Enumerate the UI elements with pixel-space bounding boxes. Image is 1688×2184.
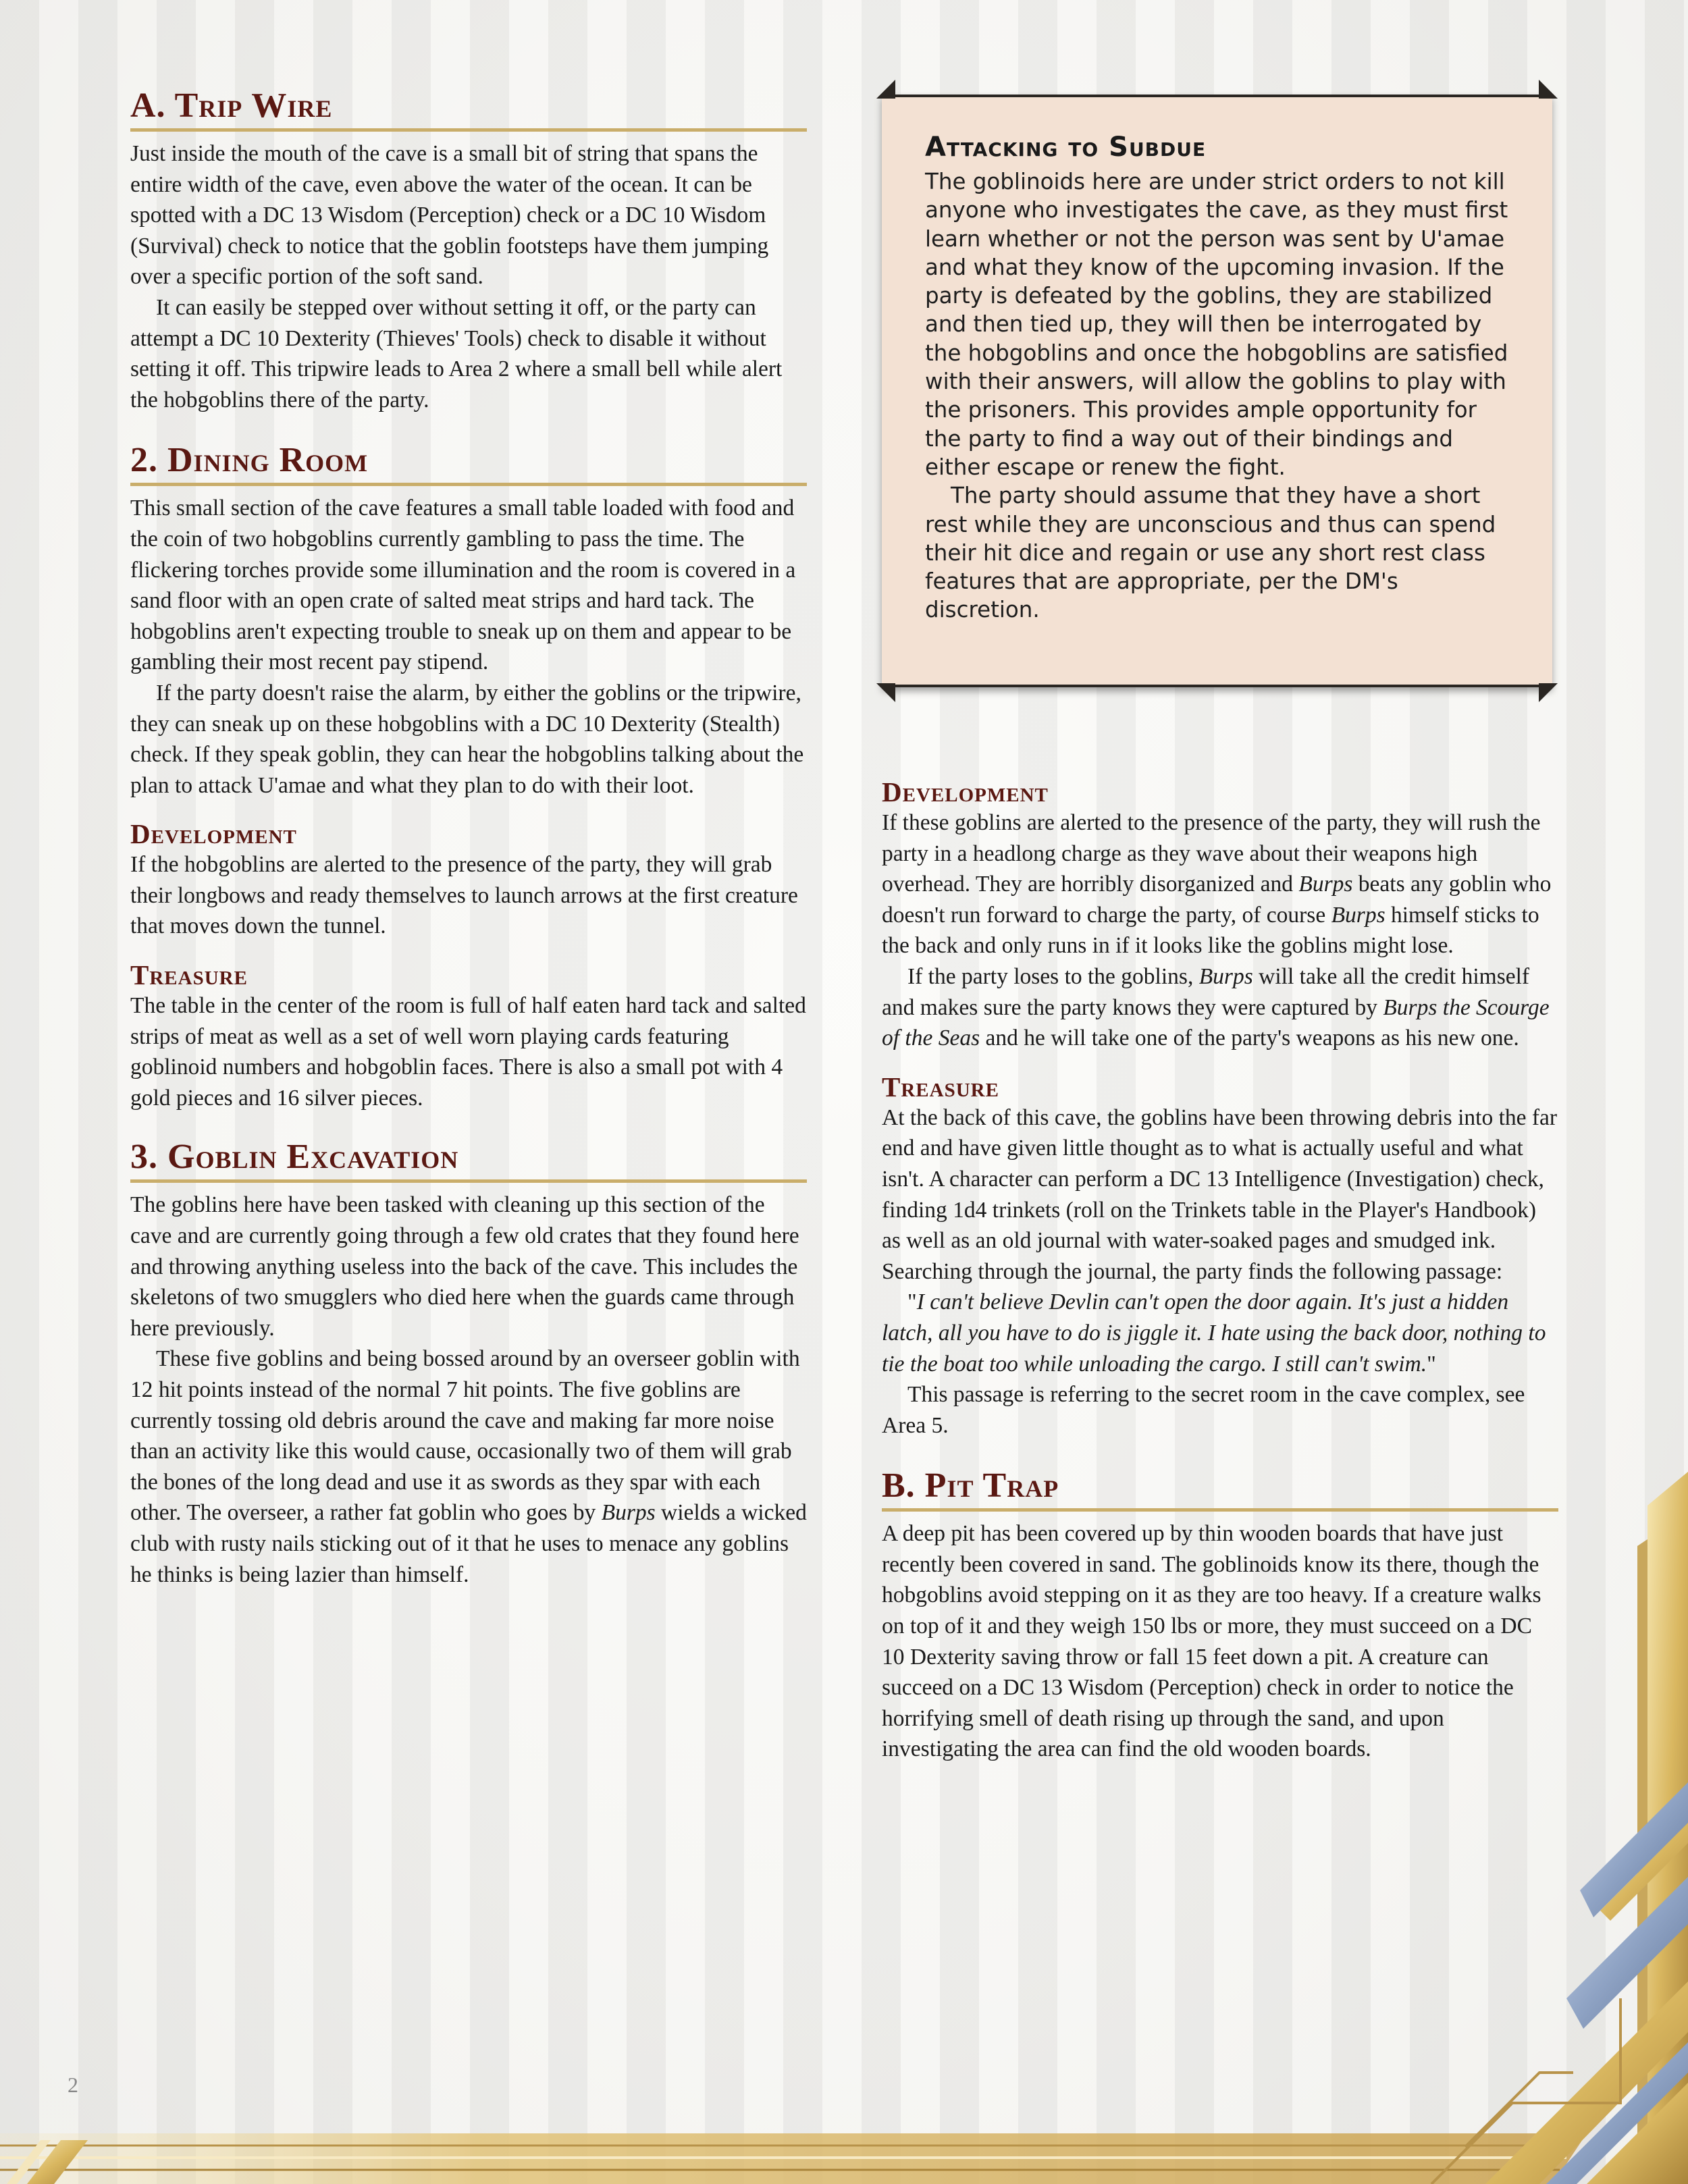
dining-room-development-text: If the hobgoblins are alerted to the presence of the party, they will grab their longbows and ready themselves to launch arrows at the first creature that moves down the tunnel. [130,852,798,939]
page-number: 2 [68,2073,78,2097]
dining-room-treasure-heading: Treasure [130,959,248,991]
excavation-treasure-heading: Treasure [882,1071,999,1102]
sidebar-note [882,95,1552,687]
note-corner-ornament [876,80,895,99]
excavation-treasure-paragraph: At the back of this cave, the goblins have been throwing debris into the far end and have given little thought as to what is actually useful and what isn't. A character can perform a DC 13 Intelligence (Investigation) check, finding 1d4 trinkets (roll on the Trinkets table in the Player's Handbook) as well as an old journal with water-soaked pages and smudged ink. Searching through the journal, the party finds the following passage: [882,1104,1558,1284]
note-paragraph-1: The goblinoids here are under strict orders to not kill anyone who investigates the cave, as they must first learn whether or not the person was sent by U'amae and what they know of the upcoming invasion. If the party is defeated by the goblins, they are stabilized and then tied up, they will then be interrogated by the hobgoblins and once the hobgoblins are satisfied with their answers, will allow the goblins to play with the prisoners. This provides ample opportunity for the party to find a way out of their bindings and either escape or renew the fight. [925,169,1508,480]
trip-wire-paragraph-1: Just inside the mouth of the cave is a small bit of string that spans the entire width of the cave, even above the water of the ocean. It can be spotted with a DC 13 Wisdom (Perception) check or a DC 10 Wisdom (Survival) check to notice that the goblin footsteps have them jumping over a specific portion of the soft sand. [130,141,769,290]
dining-room-paragraph-1: This small section of the cave features a small table loaded with food and the coin of two hobgoblins currently gambling to pass the time. The flickering torches provide some illumination and the room is covered in a sand floor with an open crate of salted meat strips and hard tack. The hobgoblins aren't expecting trouble to sneak up on them and appear to be gambling their most recent pay stipend. [130,496,796,675]
excavation-development-paragraph-2: If the party loses to the goblins, Burps will take all the credit himself and makes sure the party knows they were captured by Burps the Scourge of the Seas and he will take one of the party's weapons as his new one. [882,963,1550,1051]
goblin-excavation-paragraph-1: The goblins here have been tasked with cleaning up this section of the cave and are currently going through a few old crates that they found here and throwing anything useless into the back of the cave. This includes the skeletons of two smugglers who died here when the guards came through here previously. [130,1192,799,1341]
left-column [130,86,807,1590]
excavation-treasure-closing: This passage is referring to the secret room in the cave complex, see Area 5. [882,1382,1525,1438]
goblin-excavation-paragraph-2: These five goblins and being bossed around by an overseer goblin with 12 hit points instead of the normal 7 hit points. The five goblins are currently tossing old debris around the cave and making far more noise than an activity like this would cause, occasionally two of them will grab the bones of the long dead and use it as swords as they spar with each other. The overseer, a rather fat goblin who goes by Burps wields a wicked club with rusty nails sticking out of it that he uses to menace any goblins he thinks is being lazier than himself. [130,1346,807,1587]
section-title-goblin-excavation: 3. Goblin Excavation [130,1138,807,1183]
dining-room-paragraph-2: If the party doesn't raise the alarm, by either the goblins or the tripwire, they can sneak up on these hobgoblins with a DC 10 Dexterity (Stealth) check. If they speak goblin, they can hear the hobgoblins talking about the plan to attack U'amae and what they plan to do with their loot. [130,680,804,798]
pit-trap-paragraph: A deep pit has been covered up by thin wooden boards that have just recently been covered in sand. The goblinoids know its there, though the hobgoblins avoid stepping on it as they are too heavy. If a creature walks on top of it and they weigh 150 lbs or more, they must succeed on a DC 10 Dexterity saving throw or fall 15 feet down a pit. A creature can succeed on a DC 13 Wisdom (Perception) check in order to notice the horrifying smell of death rising up through the sand, and upon investigating the area can find the old wooden boards. [882,1521,1541,1762]
journal-quote: "I can't believe Devlin can't open the door again. It's just a hidden latch, all you have to do is jiggle it. I hate using the back door, nothing to tie the boat too while unloading the cargo. I still can't swim." [882,1289,1546,1377]
burps-name: Burps [601,1500,656,1526]
section-title-pit-trap: B. Pit Trap [882,1466,1558,1512]
section-title-dining-room: 2. Dining Room [130,441,807,486]
note-corner-ornament [1539,80,1558,99]
section-title-trip-wire: A. Trip Wire [130,86,807,132]
note-title: Attacking to Subdue [925,132,1207,163]
note-paragraph-2: The party should assume that they have a short rest while they are unconscious and thus can spend their hit dice and regain or use any short rest class features that are appropriate, per the DM's discretion. [925,483,1496,623]
note-corner-ornament [1539,683,1558,702]
excavation-development-heading: Development [882,776,1049,807]
dining-room-treasure-text: The table in the center of the room is full of half eaten hard tack and salted strips of meat as well as a set of well worn playing cards featuring goblinoid numbers and hobgoblin faces. There is also a small pot with 4 gold pieces and 16 silver pieces. [130,993,806,1111]
trip-wire-paragraph-2: It can easily be stepped over without setting it off, or the party can attempt a DC 10 Dexterity (Thieves' Tools) check to disable it without setting it off. This tripwire leads to Area 2 where a small bell while alert the hobgoblins there of the party. [130,294,783,412]
note-corner-ornament [876,683,895,702]
dining-room-development-heading: Development [130,818,297,850]
right-column [882,776,1558,1765]
excavation-development-paragraph-1: If these goblins are alerted to the presence of the party, they will rush the party in a headlong charge as they wave about their weapons high overhead. They are horribly disorganized and Burps beats any goblin who doesn't run forward to charge the party, of course Burps himself sticks to the back and only runs in if it looks like the goblins might lose. [882,810,1552,959]
